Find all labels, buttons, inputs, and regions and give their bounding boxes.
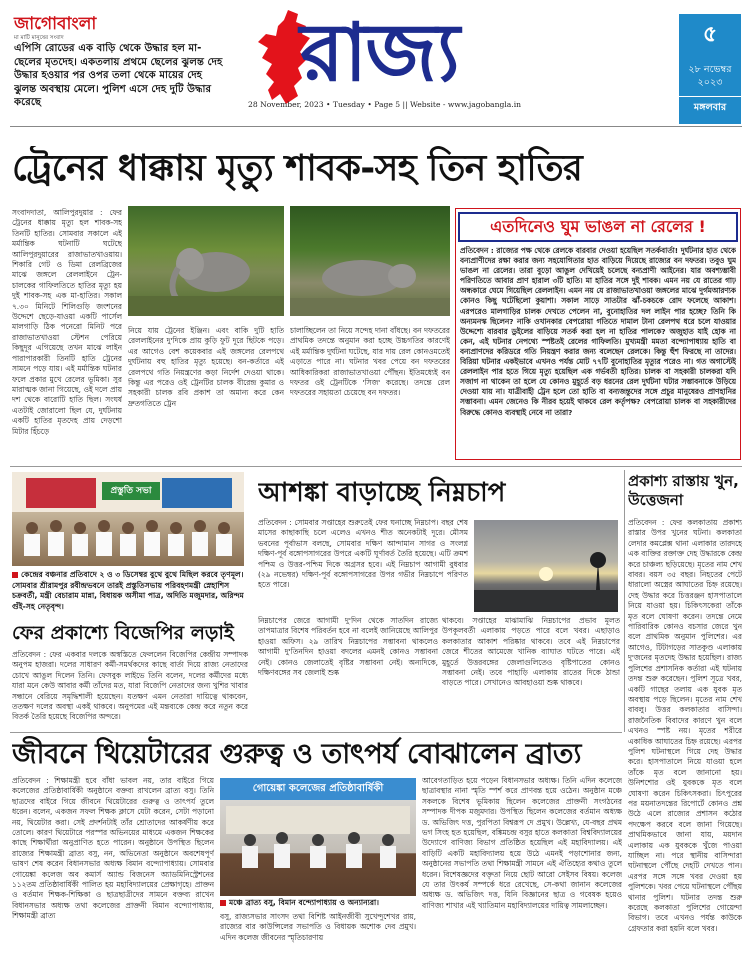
theatre-column-2: বসু, রাজ্যসভার সাংসদ তথা বিশিষ্ট আইনজীবী সুখেন্দুশেখর রায়, রাজ্যের বার কাউন্সিলের সভাপতি ও বিধায়ক অশোক দেব প্রমুখ। এদিন কলেজ জীবনের স্মৃতিচারণায় <box>220 912 416 942</box>
lead-column-2: নিয়ে যায় ট্রেনের ইঞ্জিন। এবং বাকি দুটি হাতি রেললাইনের দু'দিকে প্রায় কুড়ি ফুট দূরে ছিটকে পড়ে। এর আগেও বেশ কয়েকবার এই জঙ্গলের রেলপথে দুর্ঘটনায় বহু হাতির মৃত্যু হয়েছে। বন-কর্তারে এই রেলপথে গতি নিয়ন্ত্রণের কড়া নির্দেশ দেওয়া থাকে। কিন্তু এর পরেও ওই ট্রেনটির চালক বীরেন্দ্র কুমার ও সহকারী চালক রবি প্রকাশ তা অমান্য করে কেন দ্রুতগতিতে ট্রেন <box>128 326 284 408</box>
caption-marker-icon <box>12 572 18 578</box>
jagobangla-logo <box>14 14 126 42</box>
bjp-body: প্রতিবেদন : ফের একবার দলকে অস্বস্তিতে ফেললেন বিজেপির কেন্দ্রীয় সম্পাদক অনুপম হাজরা। দলের সাধারণ কর্মী-সমর্থকদের কাছে বার্তা দিয়ে রাজ্য নেতাদের চোখে আঙুল দিলেন তিনি। ফেসবুক লাইভে তিনি বলেন, দলের কর্মীদের মধ্যে যারা মনে কেউ আবার কর্মী তাঁদের মত, যারা বিজেপি নেতাদের জন্য খুশির খাবার সন্ধানে বেরিয়ে সমৃদ্ধিশালী হয়েছেন। যতক্ষণ এমন নেতারা দায়িত্বে থাকবেন, ততক্ষণ দলের অবস্থা একই থাকবে। অনুপমের এই মন্তব্যকে কেন্দ্র করে নতুন করে বিতর্ক তৈরি হয়েছে বিজেপির অন্দরে। <box>12 650 248 722</box>
theatre-photo-caption <box>220 898 416 910</box>
lead-column-1: সংবাদদাতা, আলিপুরদুয়ার : ফের ট্রেনের ধাক্কায় মৃত্যু হল শাবক-সহ তিনটি হাতির। সোমবার সকালে এই মর্মান্তিক ঘটনাটি ঘটেছে আলিপুরদুয়ারের রাজাভাতখাওয়ায়। শিকারি গেট ও ডিমা রেলব্রিজের মাঝে জঙ্গলে রেললাইনে ট্রেন-চালকের গাফিলতিতে হাতির মৃত্যু হয় দুই শাবক-সহ এক মা-হাতির। সকাল ৭.৩০ মিনিটে শিলিগুড়ি জংশনের উদ্দেশে ছেড়ে-যাওয়া একটি পার্সেল মালগাড়ি ঠিক পনেরো মিনিট পরে রাজাভাতখাওয়া স্টেশন পেরিয়ে কিছুদূর এগিয়েছে তখন মাঝে লাইন পারাপারকারী তিনটি হাতি ট্রেনের সামনে পড়ে যায়। এই মর্মান্তিক ঘটনার ফলে প্রকার মুখে রেলের ভূমিকা। সুর মারাত্মক জানা গিয়েছে, ওই দলে প্রায় দশ থেকে বারোটি হাতি ছিল। সংঘর্ষ এতটাই জোরালো ছিল যে, দুর্ঘটনায় একটি হাতির মৃতদেহ প্রায় দেড়শো মিটার হিঁচড়ে <box>12 208 122 436</box>
teaser-text: এপিসি রোডের এক বাড়ি থেকে উদ্ধার হল মা-ছেলের মৃতদেহ। একতলায় প্রথমে ছেলের ঝুলন্ত দেহ উদ্ধার হওয়ার পর ওপর তলা থেকে মায়ের দেহ ঝুলন্ত অবস্থায় মেলে। পুলিশ এসে দেহ দুটি উদ্ধার করেছে <box>14 43 223 109</box>
theatre-column-1: প্রতিবেদন : শিক্ষামন্ত্রী হবে বাঁধা ভাবল নয়, তার বাইরে গিয়ে কলেজের প্রতিষ্ঠাবার্ষিকী অনুষ্ঠানে বক্তব্য রাখলেন ব্রাত্য বসু। তিনি ছাত্রদের বাইরে গিয়ে জীবনে থিয়েটারের গুরুত্ব ও তাৎপর্য তুলে ধরেন। বলেন, একজন সফল শিক্ষক ক্লাসে যেটা করেন, সেটা পড়ানো নয়, থিয়েটার করা। সেই প্রদর্শনটাই তাঁর শ্রোতাদের আকর্ষণীয় করে তোলে। কারণ থিয়েটারে পরস্পর অভিনয়ের মাধ্যমে একজন শিক্ষকের কাছে শিক্ষার্থীরা অনুপ্রাণিত হতে পারেন। অনুষ্ঠানে উপস্থিত ছিলেন রাজ্যের শিক্ষামন্ত্রী ব্রাত্য বসু, নন, অভিনেতা অনুষ্ঠানে অবশেষপূর্ণ ভাষণ শেষ করেন বিধানসভার অধ্যক্ষ বিমান বন্দ্যোপাধ্যায়। সোমবার গোয়েঙ্কা কলেজ অব কমার্স অ্যান্ড বিজনেস অ্যাডমিনিস্ট্রেশনের ১১২তম প্রতিষ্ঠাবার্ষিকী পালিত হয় মহাবিদ্যালয়ের প্রেক্ষাগৃহে। প্রাক্তন ও বর্তমান শিক্ষক-শিক্ষিকা ও ছাত্রছাত্রীদের সামনে বক্তব্য রাখেন বিধানসভার অধ্যক্ষ তথা কলেজের প্রাক্তনী বিমান বন্দ্যোপাধ্যায়, শিক্ষামন্ত্রী ব্রাত্য <box>12 776 214 921</box>
theatre-photo-banner-text: গোয়েঙ্কা কলেজের প্রতিষ্ঠাবার্ষিকী <box>252 783 384 794</box>
rally-caption-text: কেন্দ্রের বঞ্চনার প্রতিবাদে ২ ও ৩ ডিসেম্বর বুথে বুথে মিছিল করবে তৃণমূল। সোমবার শ্রীরামপুর রবীন্দ্রভবনে তারই প্রস্তুতিসভায় পরিবহণমন্ত্রী স্নেহাশিস চক্রবর্তী, মন্ত্রী বেচারাম মান্না, বিধায়ক অসীমা পাত্র, অদিতি মজুমদার, অরিন্দম গুঁই-সহ নেতৃবৃন্দ। <box>12 570 244 611</box>
dateline: 28 November, 2023 • Tuesday • Page 5 || Website - www.jagobangla.in <box>248 100 522 109</box>
caption-marker-icon <box>220 900 226 906</box>
jagobangla-logo-text: জাগোবাংলা <box>14 14 97 34</box>
jagobangla-tagline: মা মাটি মানুষের সংবাদ <box>14 35 64 41</box>
page-title: রাজ্য <box>300 6 458 99</box>
date-year: ২০২৩ <box>697 77 723 88</box>
theatre-column-3: আবেগতাড়িত হয়ে পড়েন বিধানসভার অধ্যক্ষ। তিনি এদিন কলেজে ছাত্রাবস্থার নানা স্মৃতি স্পর্শ করে প্রাণবন্ত হয়ে ওঠেন। অনুষ্ঠান মঞ্চে সকলকে বিশেষ ভূমিকায় ছিলেন কলেজের প্রাক্তনী সংগঠনের সম্পাদক দীপক মজুমদার। উপস্থিত ছিলেন কলেজের বর্তমান অধ্যক্ষ ড. অভিজিৎ দত্ত, পুরপিতা বিশ্বরূপ দে প্রমুখ। উল্লেখ্য, যে-বছর প্রথম ভগ সিংহ হত হয়েছিল, বঙ্কিমচন্দ্র বসুর হাতে কলকাতা বিশ্ববিদ্যালয়ের উদ্যোগে বাণিজ্য বিভাগ প্রতিষ্ঠিত হয়েছিল এই মহাবিদ্যালয়। এই বাড়িটি একটি মহাবিদ্যালয় হয়ে উঠে এমনই পড়াশোনার জন্য, অনুষ্ঠানের সভাপতি তথা শিক্ষামন্ত্রী সামনে এই ঐতিহ্যের কথাও তুলে ধরেন। বিশেষজ্ঞদের বক্তৃতা নিয়ে ছোট আরো সেইসব বিষয়। কলেজ যে তার উৎকর্ষ সম্পর্কে ধরে রেখেছে, সে-কথা জানান কলেজের অধ্যক্ষ ড. অভিজিৎ দত্ত, যিনি বিজ্ঞানের ছাত্র ও গবেষক হয়েও বাণিজ্য শাখার এই খ্যাতিমান মহাবিদ্যালয়ের দায়িত্ব সামলাচ্ছেন। <box>422 776 622 910</box>
theatre-photo <box>220 800 416 896</box>
date-day: ২৮ নভেম্বর <box>688 64 732 75</box>
masthead <box>0 0 750 124</box>
weather-column-1: প্রতিবেদন : সোমবার সপ্তাহের শুরুতেই ফের ঘনাচ্ছে নিম্নচাপ। বছর শেষ মাসের কাছাকাছি চলে এলেও এখনও শীত অনেকটাই দূরে। মৌসম ভবনের পূর্বাভাস বলছে, সোমবার দক্ষিণ আন্দামান সাগর ও সংলগ্ন দক্ষিণ-পূর্ব বঙ্গোপসাগরের উপরে একটি ঘূর্ণাবর্ত তৈরি হয়েছে। এটি ক্রমশ পশ্চিম ও উত্তর-পশ্চিম দিকে অগ্রসর হবে। এই নিম্নচাপ আগামী বুধবার (২৯ নভেম্বর) দক্ষিণ-পূর্ব বঙ্গোপসাগরের উপর গভীর নিম্নচাপে পরিণত হতে পারে। <box>258 518 468 590</box>
rail-box-headline <box>458 212 738 242</box>
weather-headline: আশঙ্কা বাড়াচ্ছে নিম্নচাপ <box>258 478 506 508</box>
bjp-headline: ফের প্রকাশ্যে বিজেপির লড়াই <box>12 622 234 644</box>
murder-headline: প্রকাশ্য রাস্তায় খুন, উত্তেজনা <box>628 472 739 509</box>
rally-photo <box>12 472 244 566</box>
theatre-photo-banner <box>220 778 416 800</box>
rail-box-body: প্রতিবেদন : রাজ্যের পক্ষ থেকে রেলকে বারবার দেওয়া হয়েছিল সতর্কবার্তা! দুর্ঘটনার হাত থেকে বন্যপ্রাণীদের রক্ষা করার জন্য সহযোগিতার হাত বাড়িয়ে দিয়েছে রাজ্যের বন দফতর। তবুও ঘুম ভাঙল না রেলের। তারা বুড়ো আঙুল দেখিয়েই চলেছে বন্যপ্রাণী আইনের। যার অবশ্যম্ভাবী পরিণতিতে আবার প্রাণ হারাল ৩টি হাতি। মা হাতির সঙ্গে দুই শাবক। এমন নয় যে রাতের গাঢ় অন্ধকারে ঘেমে গিয়েছিল রেললাইন। এমন নয় যে রাজাভাতখাওয়া জঙ্গলের মাঝে দুর্গমআরণ্যক কোনও কিছু ঘটেছিলো কুয়াশা। সকাল সাড়ে সাতটার ঝাঁ-চকচকে রোদ ফলেছে আকাশ। এরপরেও মালগাড়ির চালক দেখতে পেলেন না, বুনোহাতির দল লাইন পার হচ্ছে? তিনি কি অন্যমনস্ক ছিলেন? নাকি ওখানকার বেপরোয়া গতিতে দামাল টানা রেলপথ ধরে চলে যাওয়ার উদ্দেশ্যে বারবার ডুইলের বাড়িয়ে সতর্ক করা হল না হাতির পালকে? অজুহাত যাই হোক না কেন, এই ঘটনার নেপথ্যে স্পষ্টতই রেলের গাফিলতি। মুখ্যমন্ত্রী মমতা বন্দ্যোপাধ্যায় হাতি বা বন্যপ্রাণদের করিডরে গতি নিয়ন্ত্রণ করার জন্য বলেছেন রেলকে। কিন্তু হুঁশ ফিরছে না তাদের। বিরিয়া ঘটনার একইভাবে এখনও পর্যন্ত মোট ৭৭টি বুনোহাতির মৃত্যুর পরেও না। গত অগাস্টেই রেললাইন পার হতে গিয়ে মৃত্যু হয়েছিল এক গর্ভবতী হাতির। চালক বা সহকারী চালকরা যদি সজাগ না থাকেন তা হলে যে কোনও মুহূর্তে বড় ধরনের রেল দুর্ঘটনা ঘটার সম্ভাবনাকে উড়িয়ে দেওয়া যায় না। যাত্রীবাহী ট্রেন হলে তো হাতি বা বন্যজন্তুদের সঙ্গে প্রচুর মানুষেরও প্রাণহানির সম্ভাবনা। এমন জেনেও কি নীরব হয়েই থাকবে রেল কর্তৃপক্ষ? বেপরোয়া চালক বা সহকারীদের বিরুদ্ধে কোনও ব্যবস্থাই নেবে না তারা? <box>460 246 736 417</box>
theatre-caption-text: মঞ্চে ব্রাত্য বসু, বিমান বন্দ্যোপাধ্যায় ও অন্যান্যরা। <box>229 898 379 907</box>
date-box <box>679 14 741 124</box>
rally-banner: প্রস্তুতি সভা <box>102 482 160 500</box>
date-weekday: মঙ্গলবার <box>693 102 727 113</box>
rally-caption <box>12 570 244 612</box>
rail-box-headline-text: এতদিনেও ঘুম ভাঙল না রেলের ! <box>490 217 706 236</box>
weather-column-2: নিম্নচাপের জেরে আগামী দু'দিন থেকে সাতদিন রাজ্যে তাপমাত্রার বিশেষ পরিবর্তন হবে না বলেই জানিয়েছে আলিপুর হাওয়া অফিস। ২৯ তারিখ নিম্নচাপের সম্ভাবনা থাকলেও আগামী দু'তিনদিন হাওয়া বদলের এমনই কোনও সম্ভাবনা নেই। কোনও জেলাতেই বৃষ্টির সম্ভাবনা নেই। অন্যদিকে, দক্ষিণবঙ্গের সব জেলাই শুষ্ক <box>258 616 438 678</box>
elephant-photo-2 <box>290 206 450 316</box>
sunset-photo <box>474 520 618 612</box>
theatre-headline: জীবনে থিয়েটারের গুরুত্ব ও তাৎপর্য বোঝালেন ব্রাত্য <box>12 738 582 770</box>
lead-headline: ট্রেনের ধাক্কায় মৃত্যু শাবক-সহ তিন হাতির <box>12 148 583 189</box>
elephant-photo-1 <box>128 206 284 316</box>
lead-column-3: চালাচ্ছিলেন তা নিয়ে সন্দেহ দানা বাঁধছে। বন দফতরের প্রাথমিক তদন্তে অনুমান করা হচ্ছে উচ্চগতির কারণেই এই মর্মান্তিক দুর্ঘটনা ঘটেছে, যার দায় রেল কোনওমতেই এড়াতে পারে না। ঘটনার খবর পেয়ে বন দফতরের আধিকারিকরা রাজাভাতখাওয়া পৌঁছন। ইতিমধ্যেই বন দফতর ওই ট্রেনটিকে 'সিজ' করেছে। তদন্তে রেল দফতরের সহায়তা চেয়েছে বন দফতর। <box>290 326 450 398</box>
murder-body: প্রতিবেদন : ফের কলকাতায় প্রকাশ্য রাস্তার উপর খুনের ঘটনা। কলকাতা লেদার কমপ্লেক্স থানা এলাকার তারদহে এক ব্যক্তির রক্তাক্ত দেহ উদ্ধারকে কেন্দ্র করে চাঞ্চল্য ছড়িয়েছে। মৃতের নাম শেখ বাবর। বয়স ৩৫ বছর। নিহতের পেটে ধারালো অস্ত্রের আঘাতের চিহ্ন রয়েছে। দেহ উদ্ধার করে চিত্তরঞ্জন হাসপাতালে নিয়ে যাওয়া হয়। চিকিৎসকেরা তাঁকে মৃত বলে ঘোষণা করেন। তদন্তে নেমে পারিবারিক কোনও বচসার জেরে খুন বলে প্রাথমিক অনুমান পুলিশের। এর আগেও, টিটাগড়ের সাতকুণ্ড এলাকায় দু'জনের মৃতদেহ উদ্ধার হয়েছিল। রাজ্য পুলিশের প্রশাসনিক কর্তারা এই ঘটনায় তদন্ত শুরু করেছেন। পুলিশ সূত্রে খবর, একটি গাছের তলায় এক যুবক মৃত অবস্থায় পড়ে ছিলেন। মৃতের নাম শেখ বাবলু। উত্তর কলকাতার বাসিন্দা। রাজনৈতিক বিবাদের কারণে খুন বলে এখনও স্পষ্ট নয়। মৃতের শরীরে একাধিক আঘাতের চিহ্ন রয়েছে। এরপর পুলিশ ঘটনাস্থলে গিয়ে দেহ উদ্ধার করে। হাসপাতালে নিয়ে যাওয়া হলে তাঁকে মৃত বলে জানানো হয়। উনিশশোর ওই যুবককে মৃত বলে ঘোষণা করেন চিকিৎসকরা। চিৎপুরের পর ময়নাতদন্তের রিপোর্টে কোনও প্রশ্ন উঠে এলে রাজ্যের প্রশাসন কঠোর পদক্ষেপ করবে বলে জানা গিয়েছে। প্রাথমিকভাবে জানা যায়, ময়দান এলাকায় এক যুবককে খুঁজে পাওয়া যাচ্ছিল না। পরে স্থানীয় বাসিন্দারা ঘটনাস্থলে পৌঁছে দেহটি দেখতে পান। এরপর সঙ্গে সঙ্গে খবর দেওয়া হয় পুলিশকে। খবর পেয়ে ঘটনাস্থলে পৌঁছয় থানার পুলিশ। ঘটনার তদন্ত শুরু করেছে কলকাতা পুলিশের গোয়েন্দা বিভাগ। তবে এখনও পর্যন্ত কাউকে গ্রেফতার করা হয়নি বলে খবর। <box>628 518 742 933</box>
weather-column-3: থাকবে। সপ্তাহের মাঝামাঝি নিম্নচাপের প্রভাব মূলত উপকূলবর্তী এলাকায় পড়তে পারে বলে খবর। এছাড়াও কলকাতার আকাশ পরিষ্কার থাকবে। তবে এই নিম্নচাপের জেরে শীতের আমেজে খানিক ব্যাঘাত ঘটতে পারে। এই মুহূর্তে উত্তরবঙ্গের জেলাগুলিতেও বৃষ্টিপাতের কোনও সম্ভাবনা নেই। তবে পাহাড়ি এলাকায় রাতের দিকে ঠান্ডা বাড়তে পারে। সেখানেও আবহাওয়া শুষ্ক থাকবে। <box>442 616 620 688</box>
page-number: ৫ <box>702 22 718 47</box>
